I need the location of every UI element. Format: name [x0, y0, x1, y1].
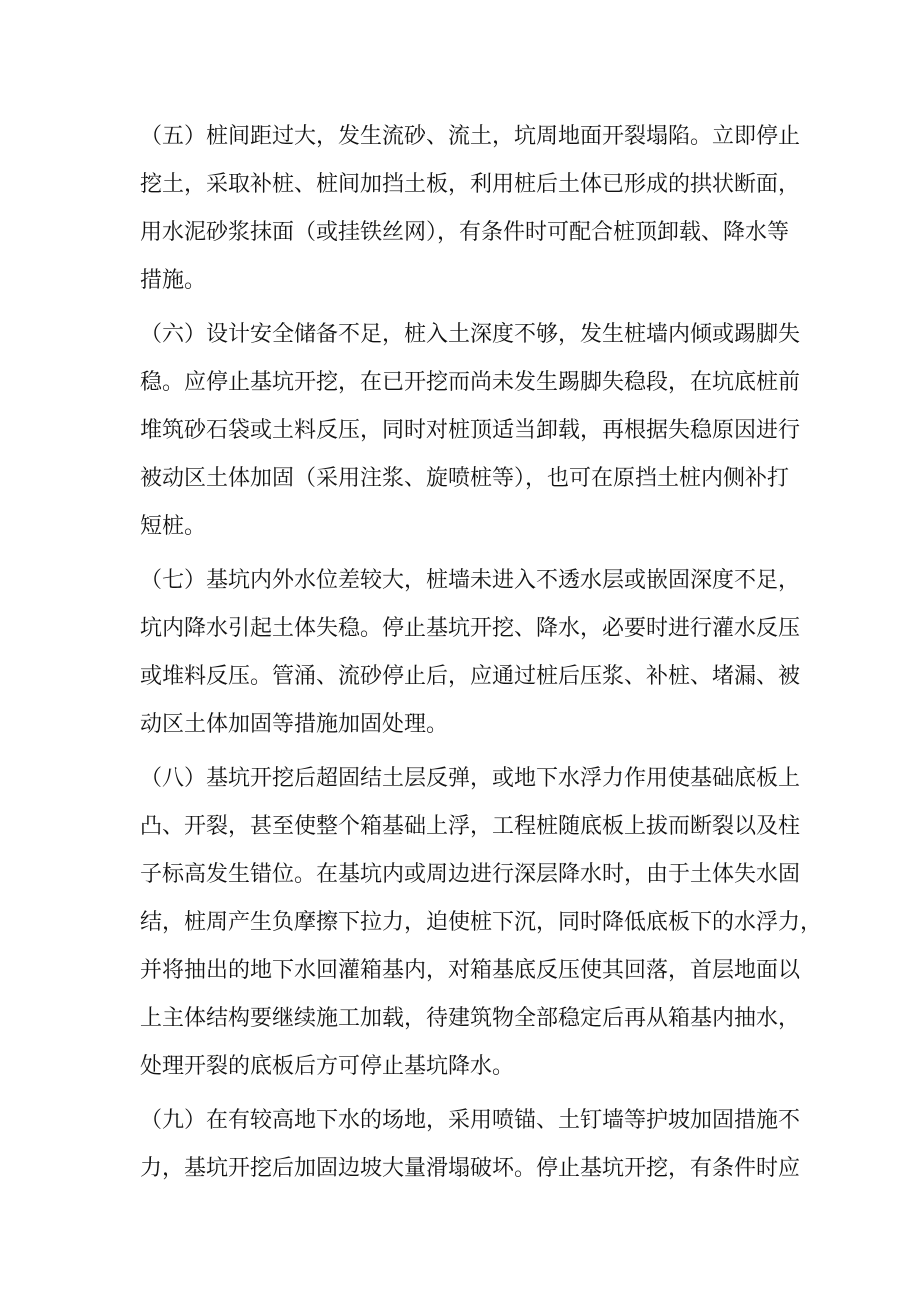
text-line: 上主体结构要继续施工加载，待建筑物全部稳定后再从箱基内抽水，	[140, 1006, 801, 1031]
text-line: 结，桩周产生负摩擦下拉力，迫使桩下沉，同时降低底板下的水浮力，	[140, 910, 823, 935]
paragraph-7	[140, 557, 801, 749]
text-line: （七）基坑内外水位差较大，桩墙未进入不透水层或嵌固深度不足，	[140, 568, 801, 593]
paragraph-8	[140, 755, 823, 1091]
text-line: （六）设计安全储备不足，桩入土深度不够，发生桩墙内倾或踢脚失	[140, 322, 801, 347]
text-line: 动区土体加固等措施加固处理。	[140, 712, 449, 737]
paragraph-6	[140, 311, 801, 551]
text-line: 力，基坑开挖后加固边坡大量滑塌破坏。停止基坑开挖，有条件时应	[140, 1156, 801, 1181]
paragraph-5	[140, 113, 801, 305]
text-line: 挖土，采取补桩、桩间加挡土板，利用桩后土体已形成的拱状断面，	[140, 172, 801, 197]
text-line: （八）基坑开挖后超固结土层反弹，或地下水浮力作用使基础底板上	[140, 766, 801, 791]
text-line: 凸、开裂，甚至使整个箱基础上浮，工程桩随底板上拔而断裂以及柱	[140, 814, 801, 839]
text-line: 短桩。	[140, 514, 207, 539]
text-line: 稳。应停止基坑开挖，在已开挖而尚未发生踢脚失稳段，在坑底桩前	[140, 370, 801, 395]
text-line: 堆筑砂石袋或土料反压，同时对桩顶适当卸载，再根据失稳原因进行	[140, 418, 801, 443]
text-line: 子标高发生错位。在基坑内或周边进行深层降水时，由于土体失水固	[140, 862, 801, 887]
text-line: （九）在有较高地下水的场地，采用喷锚、土钉墙等护坡加固措施不	[140, 1108, 801, 1133]
text-line: 坑内降水引起土体失稳。停止基坑开挖、降水，必要时进行灌水反压	[140, 616, 801, 641]
text-line: 被动区土体加固（采用注浆、旋喷桩等），也可在原挡土桩内侧补打	[140, 466, 790, 491]
paragraph-9	[140, 1097, 801, 1193]
text-line: 并将抽出的地下水回灌箱基内，对箱基底反压使其回落，首层地面以	[140, 958, 801, 983]
text-line: 用水泥砂浆抹面（或挂铁丝网），有条件时可配合桩顶卸载、降水等	[140, 220, 790, 245]
text-line: （五）桩间距过大，发生流砂、流土，坑周地面开裂塌陷。立即停止	[140, 124, 801, 149]
text-line: 措施。	[140, 268, 207, 293]
text-line: 处理开裂的底板后方可停止基坑降水。	[140, 1054, 515, 1079]
document-body	[140, 113, 823, 1199]
text-line: 或堆料反压。管涌、流砂停止后，应通过桩后压浆、补桩、堵漏、被	[140, 664, 801, 689]
